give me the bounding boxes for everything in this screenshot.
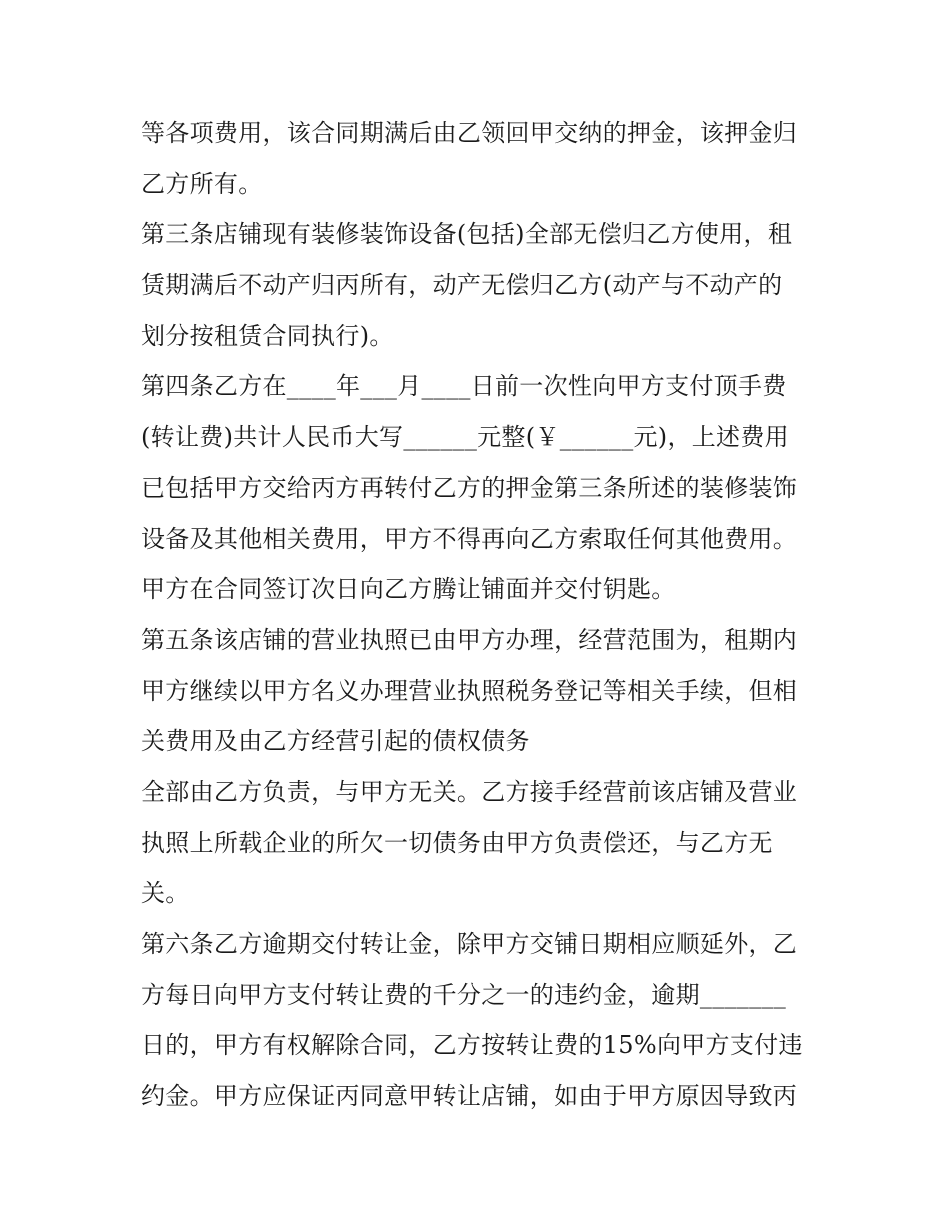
text-line: 划分按租赁合同执行)。 <box>141 321 394 350</box>
text-line: 第五条该店铺的营业执照已由甲方办理，经营范围为，租期内 <box>141 625 798 654</box>
text-line: 约金。甲方应保证丙同意甲转让店铺，如由于甲方原因导致丙 <box>141 1082 798 1111</box>
text-line: 第四条乙方在____年___月____日前一次性向甲方支付顶手费 <box>141 372 787 401</box>
text-line: (转让费)共计人民币大写______元整(￥______元)，上述费用 <box>141 423 789 452</box>
text-line: 等各项费用，该合同期满后由乙领回甲交纳的押金，该押金归 <box>141 119 798 147</box>
text-line: 日的，甲方有权解除合同，乙方按转让费的15%向甲方支付违 <box>141 1031 803 1060</box>
contract-body-text <box>141 108 821 1122</box>
text-line: 全部由乙方负责，与甲方无关。乙方接手经营前该店铺及营业 <box>141 777 798 806</box>
text-line: 已包括甲方交给丙方再转付乙方的押金第三条所述的装修装饰 <box>141 473 798 502</box>
text-line: 关费用及由乙方经营引起的债权债务 <box>141 727 530 756</box>
text-line: 甲方继续以甲方名义办理营业执照税务登记等相关手续，但相 <box>141 676 798 705</box>
text-line: 设备及其他相关费用，甲方不得再向乙方索取任何其他费用。 <box>141 524 798 553</box>
text-line: 执照上所载企业的所欠一切债务由甲方负责偿还，与乙方无 <box>141 828 773 857</box>
text-line: 关。 <box>141 879 190 908</box>
text-line: 赁期满后不动产归丙所有，动产无偿归乙方(动产与不动产的 <box>141 271 783 300</box>
text-line: 第六条乙方逾期交付转让金，除甲方交铺日期相应顺延外，乙 <box>141 930 798 958</box>
text-line: 第三条店铺现有装修装饰设备(包括)全部无偿归乙方使用，租 <box>141 220 793 249</box>
text-line: 甲方在合同签订次日向乙方腾让铺面并交付钥匙。 <box>141 575 676 604</box>
text-line: 方每日向甲方支付转让费的千分之一的违约金，逾期_______ <box>141 980 786 1009</box>
text-line: 乙方所有。 <box>141 169 263 198</box>
